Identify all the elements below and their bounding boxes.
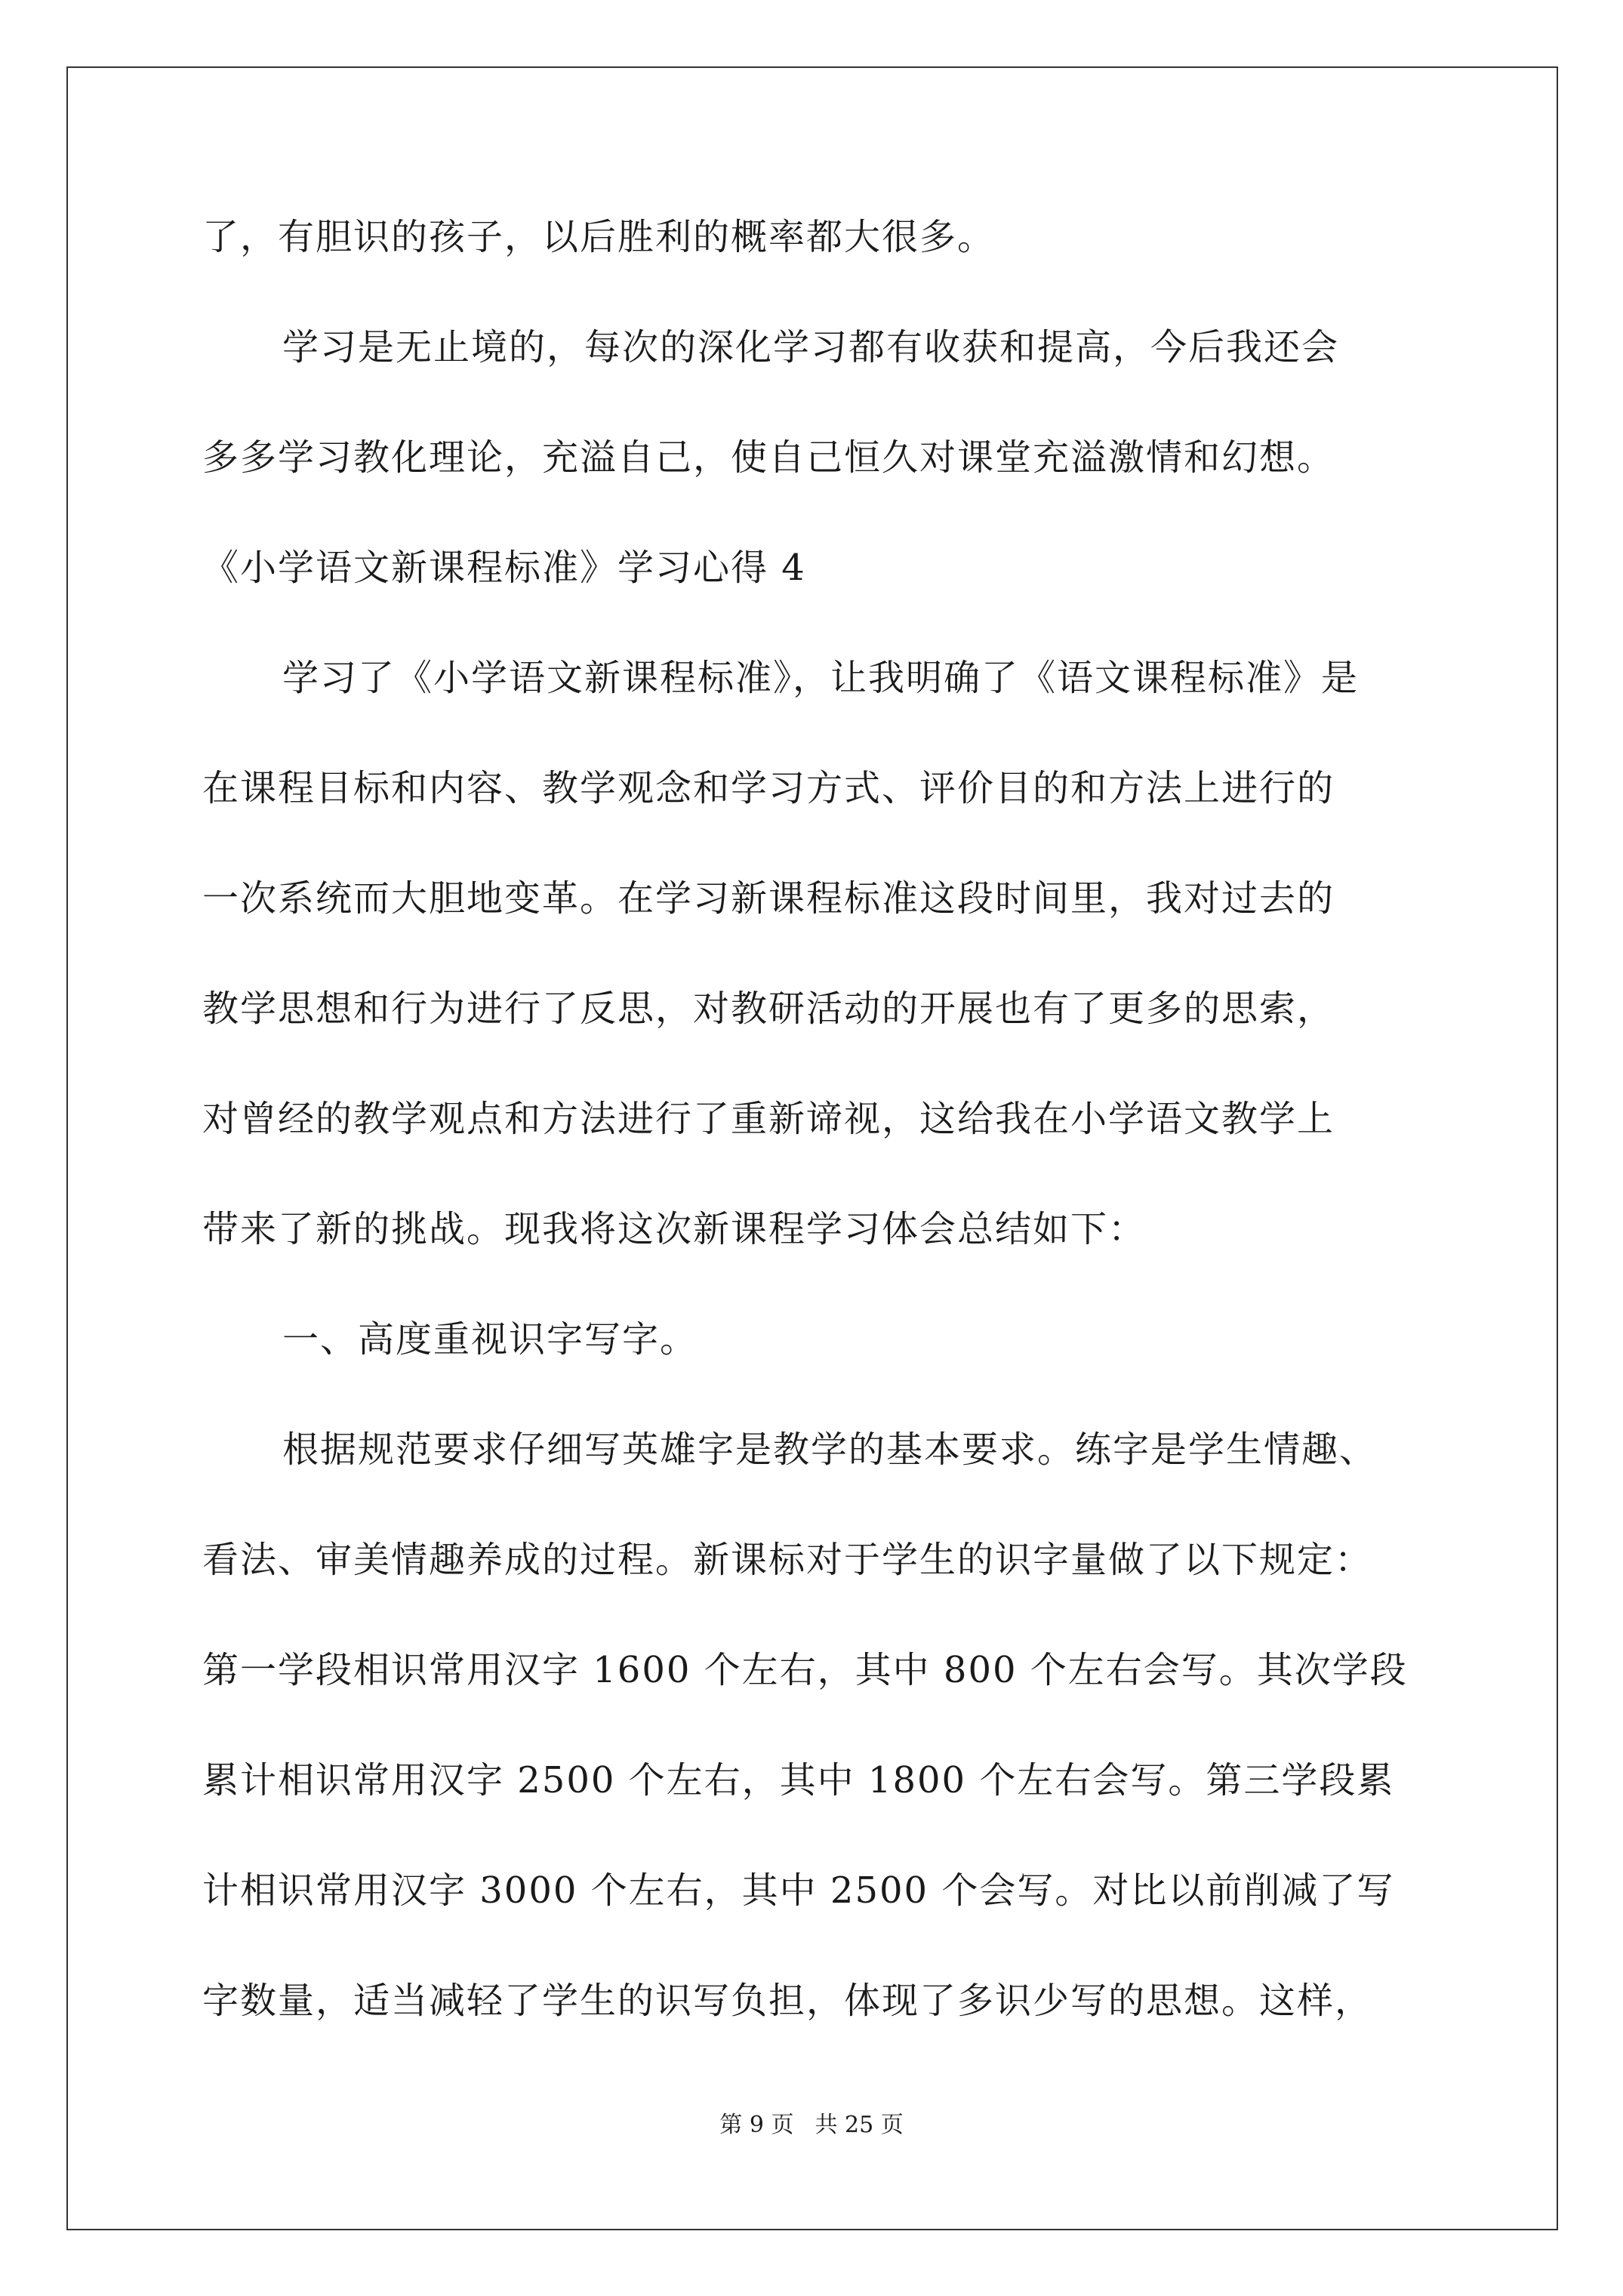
page-total: 共 25 页 <box>815 2112 904 2138</box>
text-line: 教学思想和行为进行了反思，对教研活动的开展也有了更多的思索， <box>202 988 1335 1030</box>
text-line: 看法、审美情趣养成的过程。新课标对于学生的识字量做了以下规定： <box>202 1539 1373 1581</box>
text-line: 计相识常用汉字 3000 个左右，其中 2500 个会写。对比以前削减了写 <box>202 1869 1395 1912</box>
text-line: 在课程目标和内容、教学观念和学习方式、评价目的和方法上进行的 <box>202 767 1335 809</box>
text-line: 学习了《小学语文新课程标准》，让我明确了《语文课程标准》是 <box>282 657 1360 699</box>
text-line: 多多学习教化理论，充溢自己，使自己恒久对课堂充溢激情和幻想。 <box>202 436 1335 479</box>
page-number: 第 9 页 <box>719 2112 794 2138</box>
page-footer <box>0 2114 1623 2137</box>
text-line: 学习是无止境的，每次的深化学习都有收获和提高，今后我还会 <box>282 326 1340 368</box>
text-line: 一次系统而大胆地变革。在学习新课程标准这段时间里，我对过去的 <box>202 877 1335 920</box>
text-line: 第一学段相识常用汉字 1600 个左右，其中 800 个左右会写。其次学段 <box>202 1649 1408 1691</box>
document-body <box>202 216 1455 2093</box>
text-line: 带来了新的挑战。现我将这次新课程学习体会总结如下： <box>202 1208 1147 1250</box>
text-line: 字数量，适当减轻了学生的识写负担，体现了多识少写的思想。这样， <box>202 1980 1373 2022</box>
text-line: 根据规范要求仔细写英雄字是教学的基本要求。练字是学生情趣、 <box>282 1428 1378 1471</box>
text-line: 了，有胆识的孩子，以后胜利的概率都大很多。 <box>202 216 996 258</box>
text-line: 一、高度重视识字写字。 <box>282 1318 698 1361</box>
text-line: 对曾经的教学观点和方法进行了重新谛视，这给我在小学语文教学上 <box>202 1098 1335 1140</box>
text-line: 《小学语文新课程标准》学习心得 4 <box>202 547 806 589</box>
text-line: 累计相识常用汉字 2500 个左右，其中 1800 个左右会写。第三学段累 <box>202 1759 1395 1801</box>
